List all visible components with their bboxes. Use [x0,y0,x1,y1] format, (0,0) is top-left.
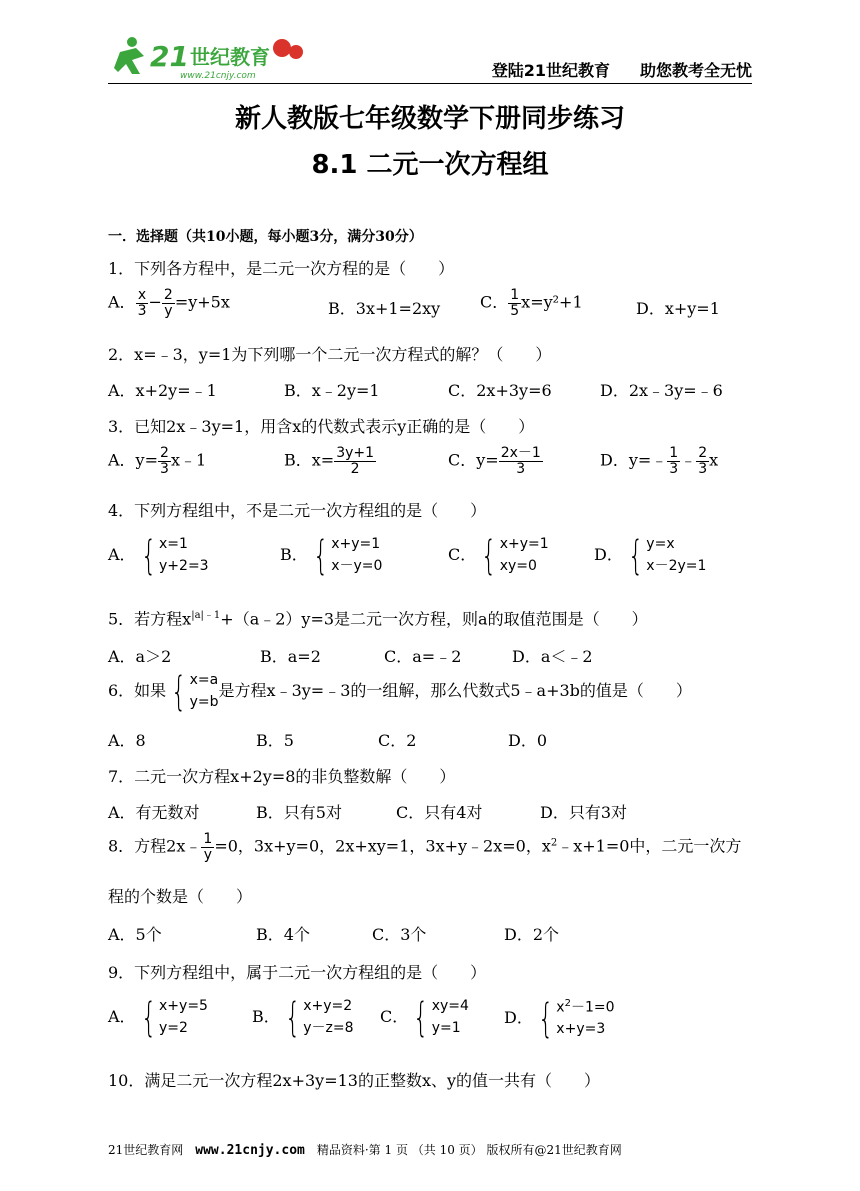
q8-option-d: D．2个 [504,925,560,944]
q4-option-a: A． { x=1 y+2=3 [108,532,209,579]
question-4-stem: 4．下列方程组中，不是二元一次方程组的是（ ） [108,501,487,520]
q9-option-a: A． { x+y=5 y=2 [108,994,208,1041]
question-10-stem: 10．满足二元一次方程2x+3y=13的正整数x、y的值一共有（ ） [108,1071,601,1090]
q3-option-d: D．y=﹣ $\frac{1}{3}$ ﹣ $\frac{2}{3}$ x [600,445,719,477]
question-9-stem: 9．下列方程组中，属于二元一次方程组的是（ ） [108,963,487,982]
q7-option-d: D．只有3对 [540,803,628,822]
question-5-stem: 5．若方程$x^{|a|﹣1}+(a﹣2)y=3$是二元一次方程，则a的取值范围是（ ） [108,609,648,629]
page-subtitle: 8.1 二元一次方程组 [311,150,549,180]
apple-icon [273,39,291,57]
q4-option-d: D． { y=x x－2y=1 [594,532,707,579]
q1-option-a: A． $\frac{x}{3}$ − $\frac{2}{y}$ =y+5x [108,287,230,319]
runner-icon [114,37,144,74]
q6-option-c: C．2 [378,731,417,750]
q6-option-b: B．5 [256,731,294,750]
question-2-stem: 2．x=﹣3，y=1为下列哪一个二元一次方程式的解？（ ） [108,345,552,364]
footer-right: 精品资料·第 1 页 （共 10 页） 版权所有@21世纪教育网 [316,1143,622,1157]
q7-option-a: A．有无数对 [108,803,200,822]
q5-option-d: D．a＜﹣2 [512,647,593,666]
q8-option-c: C．3个 [372,925,427,944]
q9-option-b: B． { x+y=2 y－z=8 [252,994,354,1041]
q3-option-b: B．x= $\frac{3y+1}{2}$ [284,445,375,477]
q7-option-c: C．只有4对 [396,803,483,822]
question-3-stem: 3．已知2x﹣3y=1，用含x的代数式表示y正确的是（ ） [108,417,535,436]
section-heading: 一．选择题（共10小题，每小题3分，满分30分） [108,229,423,245]
q3-option-a: A．y= $\frac{2}{3}$ x﹣1 [108,445,207,477]
q4-option-c: C． { x+y=1 xy=0 [448,532,549,579]
q7-option-b: B．只有5对 [256,803,342,822]
page-footer [108,1141,622,1158]
logo-21: 21 [150,40,189,73]
q2-option-d: D．2x﹣3y=﹣6 [600,381,723,400]
q9-option-d: D． { $x^2-1=0$ x+y=3 [504,995,615,1042]
logo [110,30,310,82]
footer-left: 21世纪教育网 [108,1143,184,1157]
q3-option-c: C．y= $\frac{2x-1}{3}$ [448,445,541,477]
slogan-right: 助您教考全无忧 [639,61,752,80]
q1-option-b: B．3x+1=2xy [328,299,441,318]
q2-option-a: A．x+2y=﹣1 [108,381,217,400]
question-6-stem: 6．如果 { x=a y=b 是方程x﹣3y=﹣3的一组解，那么代数式5﹣a+3b的值是（ ） [108,668,692,715]
q5-option-a: A．a＞2 [108,647,172,666]
q2-option-b: B．x﹣2y=1 [284,381,380,400]
question-1-stem: 1．下列各方程中，是二元一次方程的是（ ） [108,259,455,278]
question-7-stem: 7．二元一次方程x+2y=8的非负整数解（ ） [108,767,456,786]
question-8-stem: 8．方程2x﹣ $\frac{1}{y}$ =0，3x+y=0，2x+xy=1，3x+y﹣2x=0，$x^2﹣x+1=0$中，二元一次方 [108,831,742,863]
header-divider [108,83,752,84]
q2-option-c: C．2x+3y=6 [448,381,552,400]
q6-option-a: A．8 [108,731,146,750]
q9-option-c: C． { xy=4 y=1 [380,994,469,1041]
logo-url: www.21cnjy.com [180,71,256,81]
page-title: 新人教版七年级数学下册同步练习 [234,104,625,134]
question-8-stem-line2: 程的个数是（ ） [108,887,253,906]
q1-option-d: D．x+y=1 [636,299,720,318]
q5-option-b: B．a=2 [260,647,321,666]
q8-option-b: B．4个 [256,925,310,944]
footer-url[interactable]: www.21cnjy.com [195,1143,305,1158]
header-slogan [462,58,752,81]
q1-option-c: C． $\frac{1}{5}$ x=y²+1 [480,287,583,319]
q8-option-a: A．5个 [108,925,162,944]
q4-option-b: B． { x+y=1 x－y=0 [280,532,383,579]
slogan-left: 登陆21世纪教育 [491,61,610,80]
q6-option-d: D．0 [508,731,548,750]
logo-text: 世纪教育 [190,45,270,69]
q5-option-c: C．a=﹣2 [384,647,462,666]
